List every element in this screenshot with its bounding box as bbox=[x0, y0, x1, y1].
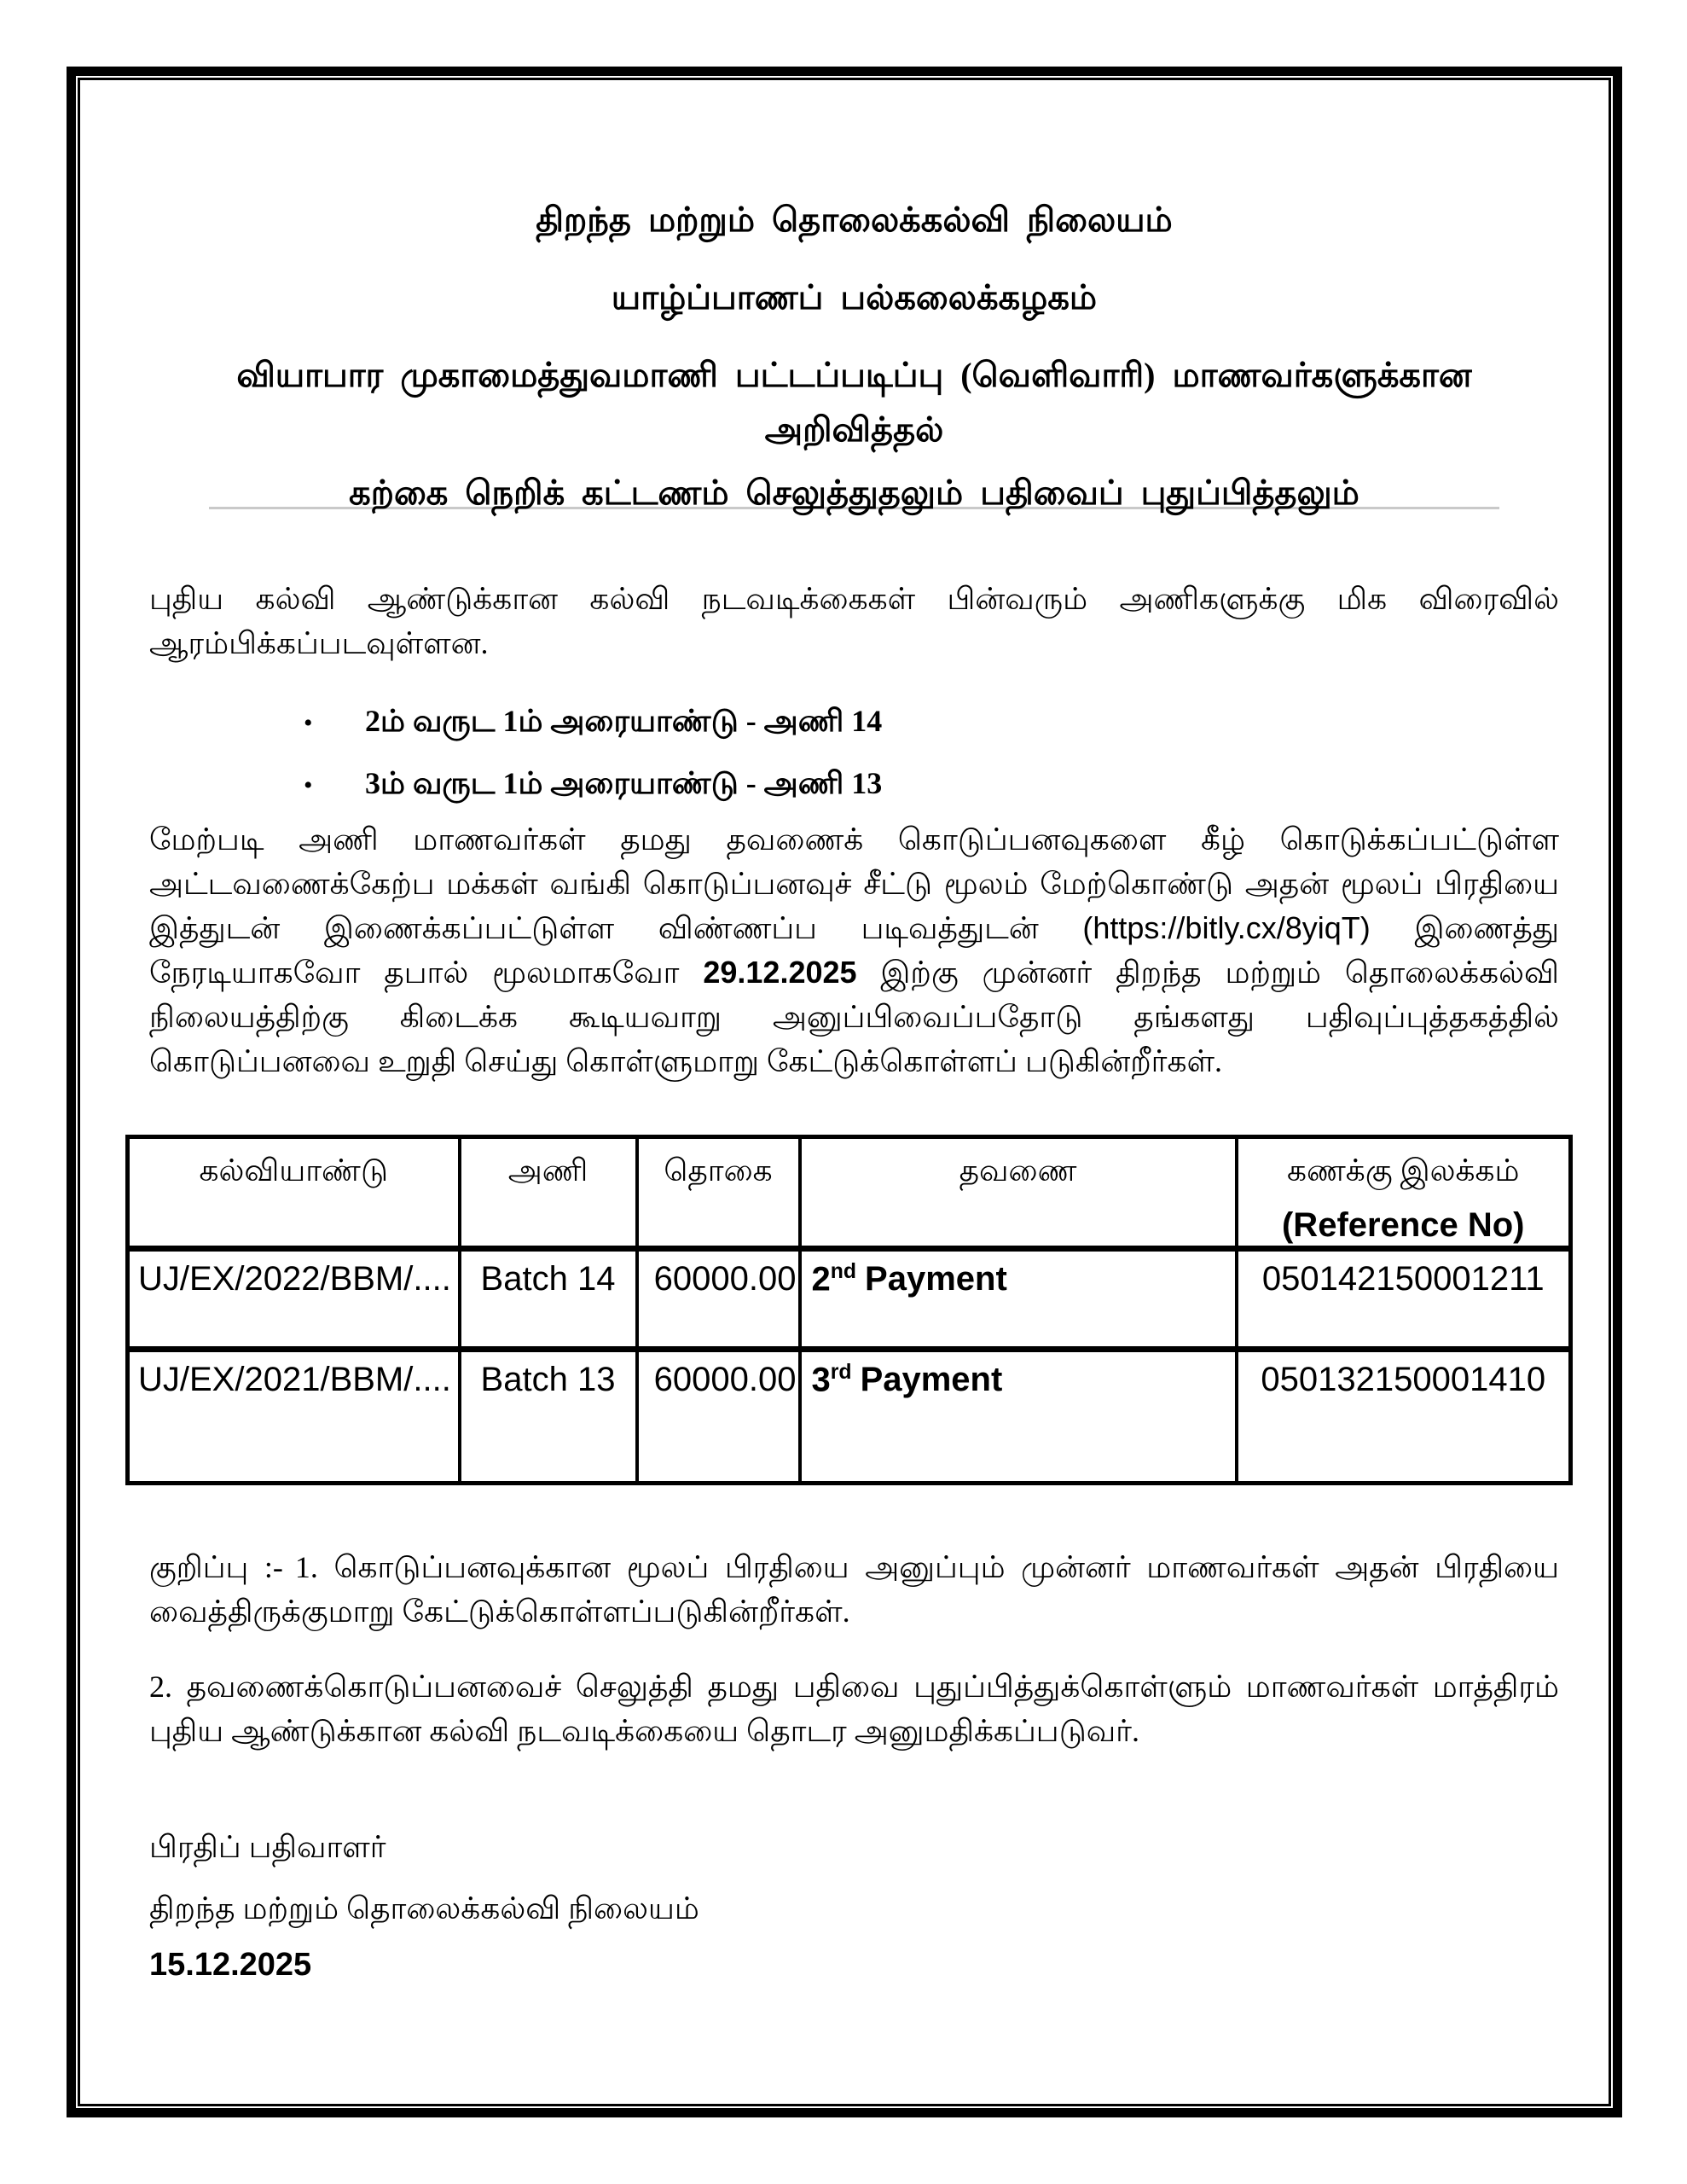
signatory-org: திறந்த மற்றும் தொலைக்கல்வி நிலையம் bbox=[149, 1891, 699, 1926]
cell-payment bbox=[800, 1249, 1237, 1350]
cell-academic-year: UJ/EX/2021/BBM/.... bbox=[128, 1350, 460, 1484]
body-text-part3: இற்கு முன்னர் திறந்த மற்றும் தொலைக்கல்வி நிலையத்திற்கு கிடைக்க கூடியவாறு அனுப்பிவைப்பதோடு தங்களது பதிவுப்புத்தகத்தில் கொடுப்பனவை உறுதி செய்து கொள்ளுமாறு கேட்டுக்கொள்ளப் படுகின்றீர்கள். bbox=[149, 956, 1560, 1078]
cell-amount: 60000.00 bbox=[637, 1350, 800, 1484]
cell-payment bbox=[800, 1350, 1237, 1484]
bullet-item bbox=[304, 762, 1559, 807]
table-row bbox=[128, 1350, 1571, 1484]
header-reference-no bbox=[1237, 1137, 1571, 1249]
payment-ordinal: 2 bbox=[811, 1260, 831, 1298]
notes-paragraph-2: 2. தவணைக்கொடுப்பனவைச் செலுத்தி தமது பதிவை புதுப்பித்துக்கொள்ளும் மாணவர்கள் மாத்திரம் புதிய ஆண்டுக்கான கல்வி நடவடிக்கையை தொடர அனுமதிக்கப்படுவர். bbox=[149, 1670, 1559, 1748]
notice-title: அறிவித்தல் bbox=[764, 410, 944, 449]
deadline-date: 29.12.2025 bbox=[703, 955, 857, 990]
program-title: வியாபார முகாமைத்துவமாணி பட்டப்படிப்பு (வெளிவாரி) மாணவர்களுக்கான bbox=[236, 356, 1472, 394]
bullet-text: 2ம் வருட 1ம் அரையாண்டு - அணி 14 bbox=[365, 704, 883, 738]
fees-table bbox=[125, 1135, 1573, 1485]
bullet-list bbox=[149, 700, 1559, 807]
notes-paragraph-1 bbox=[149, 1545, 1559, 1634]
header-batch: அணி bbox=[460, 1137, 637, 1249]
body-paragraph bbox=[149, 817, 1559, 1083]
bullet-item bbox=[304, 700, 1559, 745]
bullet-marker: • bbox=[304, 709, 313, 737]
cell-batch: Batch 14 bbox=[460, 1249, 637, 1350]
signatory-title: பிரதிப் பதிவாளர் bbox=[149, 1830, 386, 1864]
org-name-title: திறந்த மற்றும் தொலைக்கல்வி நிலையம் bbox=[536, 200, 1173, 239]
intro-paragraph: புதிய கல்வி ஆண்டுக்கான கல்வி நடவடிக்கைகள் பின்வரும் அணிகளுக்கு மிக விரைவில் ஆரம்பிக்கப்படவுள்ளன. bbox=[149, 582, 1559, 660]
university-title: யாழ்ப்பாணப் பல்கலைக்கழகம் bbox=[611, 278, 1098, 317]
payment-ordinal-suffix: rd bbox=[830, 1361, 852, 1384]
payment-word: Payment bbox=[860, 1361, 1003, 1399]
document-content bbox=[138, 0, 1560, 1984]
payment-ordinal: 3 bbox=[811, 1361, 831, 1399]
table-row bbox=[128, 1249, 1571, 1350]
header-amount: தொகை bbox=[637, 1137, 800, 1249]
body-text-part2: இணைத்து நேரடியாகவோ தபால் மூலமாகவோ bbox=[149, 911, 1559, 990]
cell-academic-year: UJ/EX/2022/BBM/.... bbox=[128, 1249, 460, 1350]
header-reference-line1: கணக்கு இலக்கம் bbox=[1286, 1153, 1520, 1188]
payment-word: Payment bbox=[865, 1260, 1007, 1298]
header-academic-year: கல்வியாண்டு bbox=[128, 1137, 460, 1249]
subject-title: கற்கை நெறிக் கட்டணம் செலுத்துதலும் பதிவைப் புதுப்பித்தலும் bbox=[149, 469, 1559, 517]
notice-date: 15.12.2025 bbox=[149, 1947, 312, 1983]
cell-amount: 60000.00 bbox=[637, 1249, 800, 1350]
bullet-text: 3ம் வருட 1ம் அரையாண்டு - அணி 13 bbox=[365, 766, 883, 800]
note-1-text: 1. கொடுப்பனவுக்கான மூலப் பிரதியை அனுப்பும் முன்னர் மாணவர்கள் அதன் பிரதியை வைத்திருக்குமாறு கேட்டுக்கொள்ளப்படுகின்றீர்கள். bbox=[149, 1550, 1559, 1629]
header-reference-line2: (Reference No) bbox=[1281, 1206, 1525, 1244]
payment-ordinal-suffix: nd bbox=[830, 1260, 857, 1283]
cell-batch: Batch 13 bbox=[460, 1350, 637, 1484]
table-header-row bbox=[128, 1137, 1571, 1249]
header-installment: தவணை bbox=[800, 1137, 1237, 1249]
bullet-marker: • bbox=[304, 771, 313, 799]
note-label: குறிப்பு :- bbox=[149, 1550, 283, 1584]
cell-reference-no: 050142150001211 bbox=[1237, 1249, 1571, 1350]
body-text-part1: மேற்படி அணி மாணவர்கள் தமது தவணைக் கொடுப்பனவுகளை கீழ் கொடுக்கப்பட்டுள்ள அட்டவணைக்கேற்ப மக்கள் வங்கி கொடுப்பனவுச் சீட்டு மூலம் மேற்கொண்டு அதன் மூலப் பிரதியை இத்துடன் இணைக்கப்பட்டுள்ள விண்ணப்ப படிவத்துடன் bbox=[149, 822, 1559, 945]
cell-reference-no: 050132150001410 bbox=[1237, 1350, 1571, 1484]
url-text: (https://bitly.cx/8yiqT) bbox=[1082, 910, 1371, 945]
